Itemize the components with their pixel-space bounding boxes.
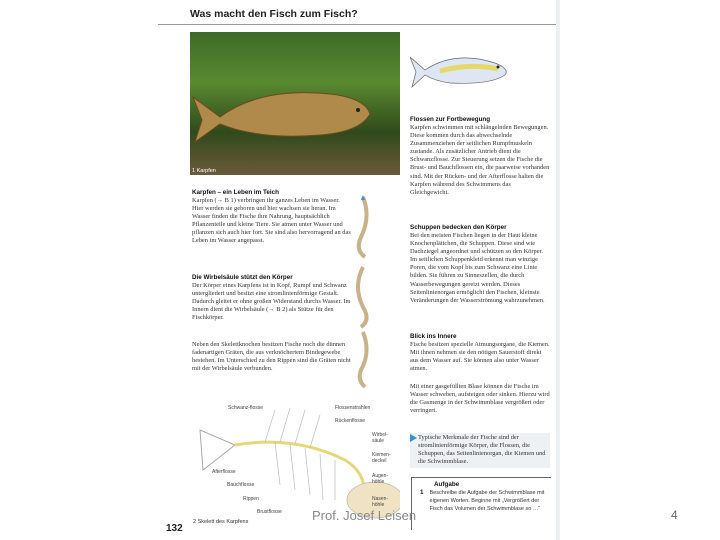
figure2-caption: 2 Skelett des Karpfens	[193, 519, 249, 525]
section-flossen: Flossen zur Fortbewegung Karpfen schwimmen mit schlängelnden Bewegungen. Diese kommen durch das abwechselnde Zusammenziehen der seitlichen Rumpfmuskeln zustande. Als zusätzlicher Antrieb dient die Schwanzflosse. Zur Steuerung setzen die Fische die Brust- und Bauchflossen ein, die paarweise vorhanden sind. Mit der Rücken- und der Afterflosse halten die Karpfen während des Schwimmens das Gleichgewicht.	[410, 116, 550, 196]
page-number: 132	[166, 523, 183, 534]
carp-image	[190, 32, 400, 175]
label-schwanzflosse: Schwanz-flosse	[228, 405, 264, 411]
section-graeten: Neben den Skelettknochen besitzen Fische noch die dünnen fadenartigen Gräten, die aus verknöchertem Bindegewebe bestehen. Im Unterschied zu den Rippen sind die Gräten nicht mit der Wirbelsäule verbunden.	[192, 341, 351, 373]
arrow-icon	[410, 434, 417, 442]
label-rippen: Rippen	[243, 496, 259, 502]
label-nasenhoehle: Nasen-höhle	[372, 496, 389, 508]
fish-outline-illustration	[410, 45, 520, 100]
label-flossenstrahlen: Flossenstrahlen	[335, 405, 371, 411]
label-kiemendeckel: Kiemen-deckel	[372, 452, 391, 464]
label-brustflosse: Brustflosse	[257, 509, 282, 515]
label-wirbelsaeule: Wirbel-säule	[372, 432, 388, 444]
page-title: Was macht den Fisch zum Fisch?	[190, 8, 358, 20]
section-schuppen: Schuppen bedecken den Körper Bei den meisten Fischen liegen in der Haut kleine Knochenplättchen, die Schuppen. Diese sind wie Dachziegel angeordnet und schützen so den Körper. Im seitlichen Schuppenkleid erkennt man winzige Poren, die vom Kopf bis zum Schwanz eine Linie bilden. Sie führen zu Sinneszellen, die durch Wasserbewegungen gereizt werden. Dieses Seitenlinienorgan ermöglicht den Fischen, kleinste Veränderungen der Wasserströmung wahrzunehmen.	[410, 224, 545, 304]
author-credit: Prof. Josef Leisen	[312, 508, 417, 523]
section-blick-ins-innere: Blick ins Innere Fische besitzen spezielle Atmungsorgane, die Kiemen. Mit ihnen nehmen sie den nötigen Sauerstoff direkt aus dem Wasser auf. Sie können also unter Wasser atmen.	[410, 333, 550, 373]
label-bauchflosse: Bauchflosse	[227, 482, 255, 488]
slide-number: 4	[671, 508, 678, 522]
label-rueckenflosse: Rückenflosse	[335, 418, 366, 424]
task-box: Aufgabe 1 Beschreibe die Aufgabe der Schwimmblase mit eigenen Worten. Beginne mit „Vergrößert der Fisch das Volumen der Schwimmblase so …“	[411, 477, 551, 530]
section-schwimmblase: Mit einer gasgefüllten Blase können die Fische im Wasser schweben, aufsteigen oder sinken. Hierzu wird die Gasmenge in der Schwimmblase vergrößert oder verringert.	[410, 383, 550, 415]
summary-box: Typische Merkmale der Fische sind der stromlinienförmige Körper, die Flossen, die Schuppen, das Seitenlinienorgan, die Kiemen und die Schwimmblase.	[410, 433, 550, 468]
section-wirbelsaeule: Die Wirbelsäule stützt den Körper Der Körper eines Karpfens ist in Kopf, Rumpf und Schwanz untergliedert und besitzt eine stromlinienförmige Gestalt. Dadurch gleitet er ohne großen Widerstand durchs Wasser. Im Innern dient die Wirbelsäule (→ B 2) als Stütze für den Fischkörper.	[192, 274, 351, 322]
figure1-caption: 1 Karpfen	[192, 168, 216, 174]
label-augenhoehle: Augen-höhle	[372, 473, 389, 485]
title-divider	[158, 24, 556, 25]
carp-photo	[190, 32, 400, 175]
label-afterflosse: Afterflosse	[212, 469, 236, 475]
carp-skeleton-illustration	[195, 400, 400, 520]
section-karpfen: Karpfen – ein Leben im Teich Karpfen (→ B 1) verbringen ihr ganzes Leben im Wasser. Hier werden sie geboren und hier wachsen sie heran. Im Wasser finden die Fische ihre Nahrung, hauptsächlich Pflanzenteile und kleine Tiere. Sie atmen unter Wasser und pflanzen sich auch hier fort. Sie sind also hervorragend an das Leben im Wasser angepasst.	[192, 189, 351, 245]
